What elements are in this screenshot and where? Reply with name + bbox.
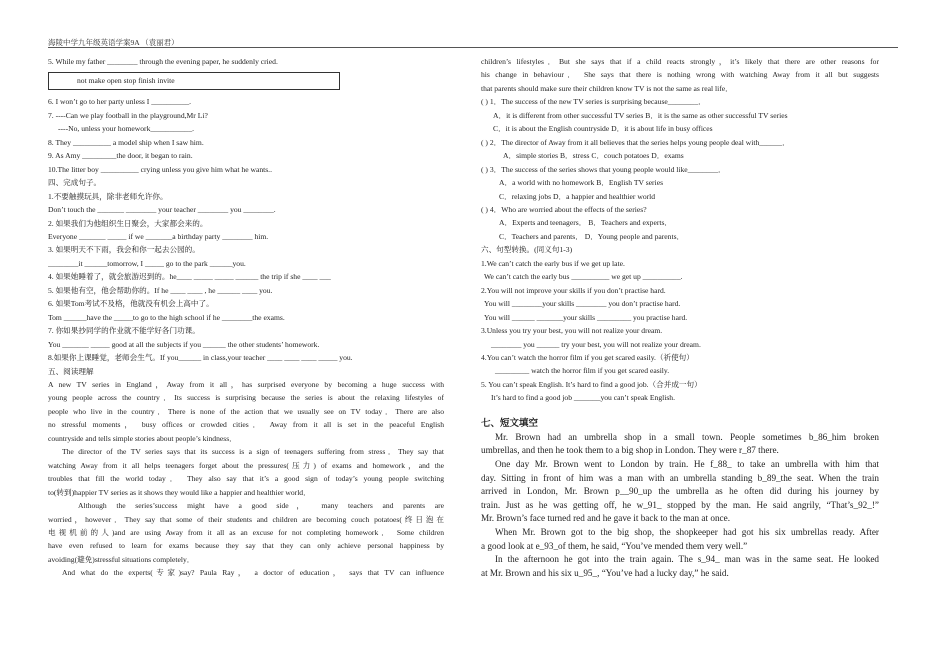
question-2-options: A．simple stories B．stress C．couch potatoes D．exams — [503, 151, 684, 161]
transform-line: ________ you ______ try your best, you will not realize your dream. — [491, 339, 701, 349]
reading-line: And what do the experts(专家)say? Paula Ray， a doctor of education， says that TV can influence — [62, 568, 444, 578]
transform-line: We can’t catch the early bus __________ we get up __________. — [484, 272, 683, 282]
translation-line: 6. 如果Tom考试不及格，他就没有机会上高中了。 — [48, 299, 214, 309]
reading-line: children’s lifestyles．But she says that if a child reacts strongly，it’s likely that there are other reasons for — [481, 57, 879, 66]
header-rule — [48, 47, 898, 48]
reading-line: his change in behaviour． She says that there is nothing wrong with watching Away from it all but suggests — [481, 70, 879, 80]
cloze-line: arrived in London, Mr. Brown p__90_up the umbrella as he often did during his journey by — [481, 486, 879, 497]
section-4-title: 四、完成句子。 — [48, 178, 102, 188]
reading-line: worried，however．They say that some of their students and children are becoming couch potatoes(终日泡在 — [48, 514, 444, 524]
reading-line: young people across the country．Its success is surprising because the series is about the relaxing lifestyles of — [48, 393, 444, 403]
right-column — [481, 55, 879, 580]
question-10: 10.The litter boy __________ crying unless you give him what he wants.. — [48, 164, 272, 174]
translation-line: 8.如果你上课睡觉，老师会生气。If you______ in class,your teacher ____ ____ ____ _____ you. — [48, 353, 353, 363]
question-7-reply: ----No, unless your homework___________. — [58, 124, 195, 134]
reading-line: have even refused to learn for exams because they say that they can only achieve personal happiness by — [48, 541, 444, 551]
translation-line: You _______ _____ good at all the subjects if you ______ the other students’ homework. — [48, 339, 320, 349]
translation-line: ________it ______tomorrow, I _____ go to the park ______you. — [48, 258, 246, 268]
question-6: 6. I won’t go to her party unless I __________. — [48, 97, 192, 107]
cloze-line: a good look at e_93_of them, he said, “You’ve mended them very well.” — [481, 540, 748, 551]
cloze-line: In the afternoon he got into the train again. The s_94_ man was in the same seat. He looked — [495, 554, 879, 565]
reading-line: to(转到)happier TV series as it shows they would like a happier and healthier world． — [48, 487, 311, 497]
question-3: ( ) 3．The success of the series shows that young people would like________． — [481, 164, 726, 174]
reading-line: that parents should make sure their children know TV is not the same as real life． — [481, 83, 733, 93]
transform-line: 5. You can’t speak English. It’s hard to find a good job.（合并成一句） — [481, 379, 702, 389]
reading-line: people who live in the country．There is none of the action that we usually see on TV today．There are also — [48, 406, 444, 416]
page-header: 海陵中学九年级英语学案9A （袁丽君） — [48, 38, 179, 47]
transform-line: 2.You will not improve your skills if you don’t practise hard. — [481, 285, 666, 295]
question-7: 7. ----Can we play football in the playground,Mr Li? — [48, 110, 208, 120]
transform-line: _________ watch the horror film if you get scared easily. — [495, 366, 670, 376]
transform-line: It’s hard to find a good job _______you can’t speak English. — [491, 393, 675, 403]
translation-line: Everyone _______ _____ if we _______a birthday party ________ him. — [48, 231, 269, 241]
question-9: 9. As Amy _________the door, it began to rain. — [48, 151, 193, 161]
section-6-title: 六、句型转换。(同义句1-3) — [481, 245, 573, 255]
section-7-title: 七、短文填空 — [481, 417, 539, 429]
translation-line: 1.不要触摸玩具，除非老师允许你。 — [48, 191, 168, 201]
translation-line: 3. 如果明天不下雨，我会和你一起去公园的。 — [48, 245, 200, 255]
reading-line: troubles that fill the world today． They also say that it’s a good sign of today’s young people switching — [48, 474, 444, 484]
reading-line: watching Away from it all helps teenagers forget about the pressures(压力) of exams and homework，and the — [48, 460, 444, 470]
question-5: 5. While my father ________ through the evening paper, he suddenly cried. — [48, 57, 278, 66]
reading-line: Although the series’success might have a good side， many teachers and parents are — [78, 501, 444, 511]
cloze-line: at Mr. Brown and his six u_95_, “You’ve had a lucky day,” he said. — [481, 567, 729, 578]
reading-line: countryside and tells simple stories about people’s kindness． — [48, 433, 237, 443]
transform-line: 3.Unless you try your best, you will not realize your dream. — [481, 326, 663, 336]
transform-line: You will ______ _______your skills _________ you practise hard. — [484, 312, 688, 322]
question-3-options: A．a world with no homework B．English TV series — [499, 178, 664, 188]
question-1-options: C．it is about the English countryside D．it is about life in busy offices — [493, 124, 713, 134]
reading-line: no stressful moments， busy offices or crowded cities． Away from it all is set in the peaceful English — [48, 420, 444, 430]
cloze-line: Mr. Brown’s face turned red and he gave it back to the man at once. — [481, 513, 730, 524]
reading-line: A new TV series in England，Away from it all，has surprised everyone by becoming a huge success with — [48, 379, 444, 389]
translation-line: 5. 如果他有空，他会帮助你的。If he ____ ____ , he ______ ____ you. — [48, 285, 273, 295]
question-2: ( ) 2．The director of Away from it all believes that the series helps young people deal with______． — [481, 137, 790, 147]
section-5-title: 五、阅读理解 — [48, 366, 94, 376]
question-1: ( ) 1．The success of the new TV series is surprising because________． — [481, 97, 706, 107]
translation-line: 7. 你如果抄同学的作业就不能学好各门功课。 — [48, 326, 200, 336]
reading-line: 电视机前的人)and are using Away from it all as an excuse for not completing homework． Some children — [48, 527, 444, 537]
reading-line: avoiding(避免)stressful situations completely． — [48, 554, 195, 564]
question-8: 8. They __________ a model ship when I saw him. — [48, 137, 204, 147]
question-3-options: C．relaxing jobs D．a happier and healthier world — [499, 191, 656, 201]
cloze-line: Mr. Brown had an umbrella shop in a small town. People sometimes b_86_him broken — [495, 431, 879, 442]
word-box: not make open stop finish invite — [48, 72, 340, 90]
cloze-line: train. Just as he was getting off, he w_91_ stopped by the man. He said angrily, “That’s_92_!” — [481, 499, 879, 510]
cloze-line: umbrellas, and then he took them to a big shop in London. They were r_87 there. — [481, 445, 779, 456]
transform-line: 4.You can’t watch the horror film if you get scared easily.（祈使句） — [481, 352, 694, 362]
translation-line: 2. 如果我们为他组织生日聚会，大家都会来的。 — [48, 218, 208, 228]
transform-line: You will ________your skills ________ you don’t practise hard. — [484, 299, 681, 309]
left-column — [48, 55, 444, 580]
question-4-options: A．Experts and teenagers． B．Teachers and experts． — [499, 218, 673, 228]
question-4: ( ) 4．Who are worried about the effects of the series? — [481, 204, 647, 214]
reading-line: The director of the TV series says that its success is a sign of teenagers suffering from stress．They say that — [62, 447, 444, 457]
transform-line: 1.We can’t catch the early bus if we get up late. — [481, 258, 625, 268]
cloze-line: When Mr. Brown got to the big shop, the shopkeeper had got his six umbrellas ready. After — [495, 526, 879, 537]
translation-line: Don’t touch the _______ ________ your teacher ________ you ________. — [48, 205, 276, 215]
cloze-line: One day Mr. Brown went to London by train. He f_88_ to take an umbrella with him that — [495, 458, 879, 469]
question-1-options: A．it is different from other successful TV series B．it is the same as other successful TV series — [493, 110, 788, 120]
question-4-options: C．Teachers and parents． D．Young people and parents． — [499, 231, 685, 241]
translation-line: 4. 如果她睡着了，就会旅游迟到的。he____ _____ _____ ______ the trip if she ____ ___ — [48, 272, 331, 282]
cloze-line: day. Sitting in front of him was a man with an umbrella standing b_89_the seat. When the train — [481, 472, 879, 483]
translation-line: Tom ______have the _____to go to the high school if he ________the exams. — [48, 312, 285, 322]
